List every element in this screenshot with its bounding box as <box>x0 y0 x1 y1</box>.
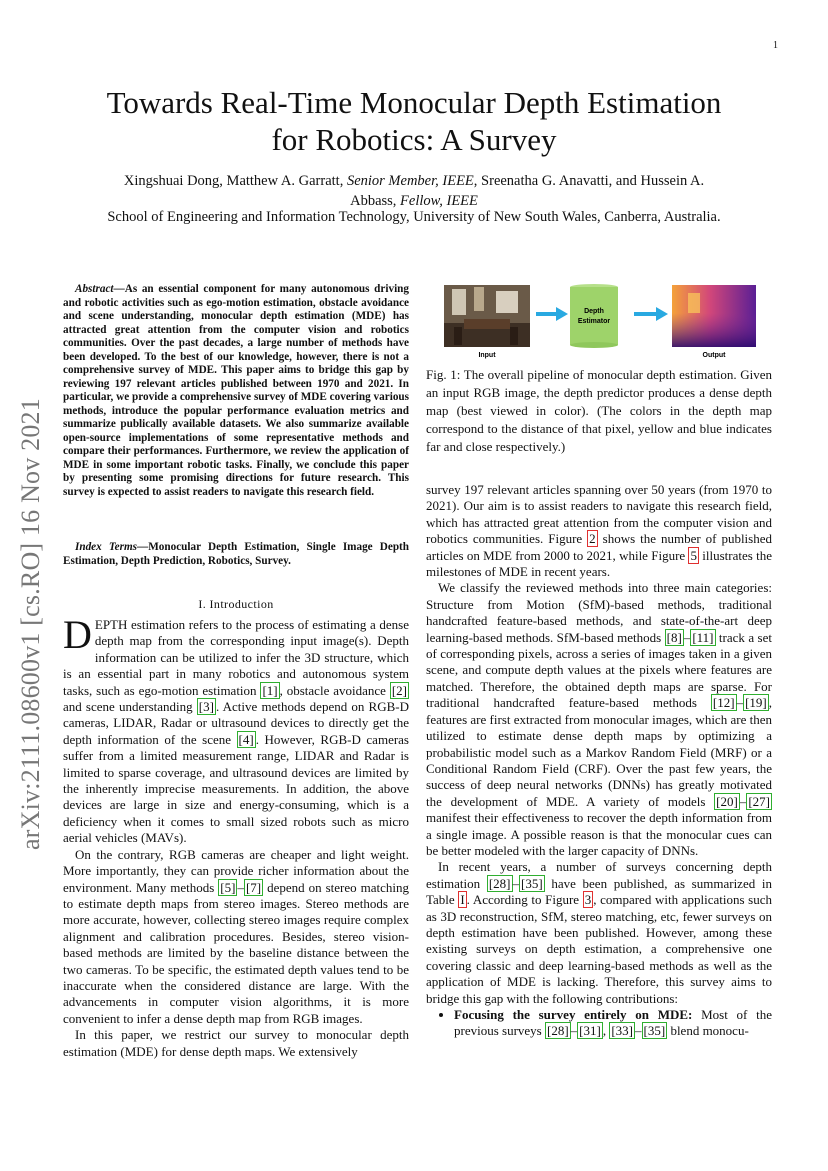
body-text: have been published, as summarized in Table <box>426 875 772 908</box>
body-text: – <box>683 629 691 645</box>
estimator-label-estimator: Estimator <box>577 318 611 325</box>
figure-reference-link[interactable]: 2 <box>589 531 596 547</box>
body-text: , features are first extracted from monocular images, which are then utilized to estimate dense depth maps by optimizing a probabilistic model such as a Markov Random Field (MRF) or a Conditional Random Field (CRF). Over the past few years, the success of deep neural networks (DNNs) has greatly motivated the development of MDE. A variety of models <box>426 695 772 809</box>
body-text: In recent years, a number of surveys concerning depth estimation <box>426 859 772 891</box>
figure-reference-link[interactable]: 5 <box>690 547 697 563</box>
body-text: survey 197 relevant articles spanning over 50 years (from 1970 to 2021). Our aim is to assist readers to navigate this research field, which has attracted great attention from the computer vision and robotics communities. Figure <box>426 482 772 547</box>
body-text: – <box>570 1023 578 1039</box>
body-text: blend monocu- <box>667 1023 749 1039</box>
contributions-list <box>426 1007 772 1040</box>
input-label: Input <box>478 352 496 359</box>
intro-text: – <box>237 879 244 895</box>
arrow-2 <box>634 307 668 321</box>
drop-cap: D <box>63 612 92 657</box>
author-role-1: Senior Member, IEEE <box>346 173 474 189</box>
citation-link[interactable]: [8] <box>666 629 682 645</box>
citation-link[interactable]: [12] <box>712 695 735 711</box>
author-names-3: Abbass, <box>350 193 401 209</box>
paper-title <box>60 84 768 158</box>
intro-text: . However, RGB-D cameras suffer from a limited measurement range, LIDAR and Radar is limited to sparse coverage, and ultrasound devices are limited by the inherently imprecise measurements. In addition, the above devices are large in size and energy-consuming, which is a deficiency when it comes to small sized robots such as micro aerial vehicles (MAVs). <box>63 731 409 846</box>
intro-paragraph-1 <box>63 612 409 847</box>
intro-text: , obstacle avoidance <box>279 682 390 698</box>
body-text: We classify the reviewed methods into three main categories: Structure from Motion (SfM)-based methods, traditional handcrafted feature-based methods, and state-of-the-art deep learning-based methods. SfM-based methods <box>426 580 772 645</box>
body-text: track a set of corresponding pixels, across a series of images taken in a given scene, and compute depth values at the pixels where features are matched. Therefore, the obtained depth maps are sparse. For traditional handcrafted feature-based methods <box>426 629 772 711</box>
intro-text: On the contrary, RGB cameras are cheaper and light weight. More importantly, they can provide richer information about the environment. Many methods <box>63 846 409 895</box>
depth-estimator-block <box>570 284 618 348</box>
index-terms <box>63 541 409 568</box>
citation-link[interactable]: [27] <box>748 793 770 809</box>
body-text: manifest their effectiveness to recover the depth information from a single image. A possible reason is that the monocular cues can be better modeled with the larger capacity of DNNs. <box>426 810 772 858</box>
arrow-1 <box>536 307 568 321</box>
title-line-1: Towards Real-Time Monocular Depth Estimation <box>106 85 722 120</box>
body-text: Most of the previous surveys <box>454 1007 772 1039</box>
introduction-text <box>63 612 409 1060</box>
figure-reference-link[interactable]: 3 <box>584 892 592 908</box>
intro-paragraph-2 <box>63 847 409 1027</box>
citation-link[interactable]: [28] <box>488 875 511 891</box>
citation-link[interactable]: [19] <box>745 695 767 711</box>
citation-link[interactable]: [7] <box>245 879 262 895</box>
figure-1-caption: Fig. 1: The overall pipeline of monocular depth estimation. Given an input RGB image, the depth predictor produces a dense depth map (best viewed in color). (The colors in the depth map correspond to the distance of that pixel, yellow and blue indicates far and close respectively.) <box>426 367 772 454</box>
input-rgb-image <box>444 285 530 347</box>
intro-paragraph-3 <box>63 1027 409 1060</box>
intro-text: EPTH estimation refers to the process of estimating a dense depth map from the corresponding input image(s). Depth information can be utilized to infer the 3D structure, which is an essential part in many robotics and autonomous system tasks, such as ego-motion estimation <box>63 617 409 698</box>
contribution-item <box>454 1007 772 1040</box>
body-text: – <box>739 793 747 809</box>
intro-text: . Active methods depend on RGB-D cameras, LIDAR, Radar or ultrasound devices to directly get the depth information of the scene <box>63 699 409 747</box>
output-label: Output <box>702 352 726 359</box>
citation-link[interactable]: [3] <box>198 699 214 715</box>
body-text: , <box>602 1023 610 1039</box>
output-depth-map <box>672 285 756 347</box>
author-list <box>60 171 768 211</box>
body-text: . According to Figure <box>466 892 583 908</box>
section-heading-introduction: I. Introduction <box>198 597 274 611</box>
citation-link[interactable]: [35] <box>521 875 543 891</box>
citation-link[interactable]: [20] <box>716 793 738 809</box>
author-names-1: Xingshuai Dong, Matthew A. Garratt, <box>123 173 347 189</box>
index-terms-text: —Monocular Depth Estimation, Single Image Depth Estimation, Depth Prediction, Robotics, Survey. <box>63 541 409 567</box>
author-names-2: , Sreenatha G. Anavatti, and Hussein A. <box>473 173 705 189</box>
right-paragraph-2 <box>426 580 772 859</box>
citation-link[interactable]: [35] <box>643 1023 666 1039</box>
citation-link[interactable]: [11] <box>692 629 714 645</box>
right-paragraph-3 <box>426 859 772 1007</box>
affiliation: School of Engineering and Information Technology, University of New South Wales, Canberra, Australia. <box>107 209 721 225</box>
table-reference-link[interactable]: I <box>460 892 465 908</box>
citation-link[interactable]: [5] <box>220 879 236 895</box>
body-text: shows the number of published articles on MDE from 2000 to 2021, while Figure <box>426 531 773 563</box>
arxiv-identifier: arXiv:2111.08600v1 [cs.RO] 16 Nov 2021 <box>16 398 45 850</box>
citation-link[interactable]: [28] <box>547 1023 569 1039</box>
intro-text: and scene understanding <box>63 699 197 715</box>
right-column-text <box>426 482 772 1040</box>
citation-link[interactable]: [31] <box>579 1023 601 1039</box>
abstract-text: —As an essential component for many autonomous driving and robotic activities such as ego-motion estimation, obstacle avoidance and scene understanding, monocular depth estimation (MDE) has attracted great attention from the computer vision and robotics communities. Over the past decades, a large number of methods have been developed. To the best of our knowledge, however, there is not a comprehensive survey of MDE. This paper aims to bridge this gap by reviewing 197 relevant articles published between 1970 and 2021. In particular, we provide a comprehensive survey of MDE covering various methods, introduce the popular performance evaluation metrics and summarize publically available datasets. We also summarize available open-source implementations of some representative methods and compare their performances. Furthermore, we review the application of MDE in some important robotic tasks. Finally, we conclude this paper by presenting some promising directions for future research. This survey is expected to assist readers to navigate this research field. <box>63 283 409 498</box>
page-number: 1 <box>773 40 778 51</box>
index-terms-label: Index Terms <box>75 541 138 553</box>
citation-link[interactable]: [33] <box>611 1023 634 1039</box>
right-paragraph-1 <box>426 482 772 580</box>
author-role-2: Fellow, IEEE <box>400 193 478 209</box>
intro-text: depend on stereo matching to estimate depth maps from stereo images. Stereo methods are more accurate, however, collecting stereo images require complex alignment and calibration procedures. Besides, stereo vision-based methods are limited by the baseline distance between the two cameras. To be specific, the estimated depth values tend to be inaccurate when the considered distance are large. With the advancements in computer vision algorithms, it is more convenient to infer a dense depth map from RGB images. <box>63 879 409 1026</box>
citation-link[interactable]: [4] <box>238 731 254 747</box>
abstract <box>63 283 409 499</box>
body-text: illustrates the milestones of MDE in recent years. <box>426 547 772 580</box>
contribution-label: Focusing the survey entirely on MDE: <box>454 1007 693 1022</box>
figure-1-pipeline <box>444 283 766 363</box>
body-text: – <box>736 695 744 711</box>
body-text: , compared with applications such as 3D reconstruction, SfM, stereo matching, etc, fewer surveys on depth estimation have been published. However, among these existing surveys on depth estimation, a comprehensive one covering classic and deep learning-based methods as well as the application of MDE is lacking. Therefore, this survey aims to bridge this gap with the following contributions: <box>426 892 772 1006</box>
citation-link[interactable]: [2] <box>391 682 407 698</box>
body-text: – <box>512 875 519 891</box>
estimator-label-depth: Depth <box>584 308 604 315</box>
citation-link[interactable]: [1] <box>262 682 278 698</box>
body-text: – <box>635 1023 642 1039</box>
title-line-2: for Robotics: A Survey <box>271 122 557 157</box>
intro-text: In this paper, we restrict our survey to monocular depth estimation (MDE) for dense depth maps. We extensively <box>63 1027 409 1059</box>
abstract-label: Abstract <box>75 283 114 295</box>
